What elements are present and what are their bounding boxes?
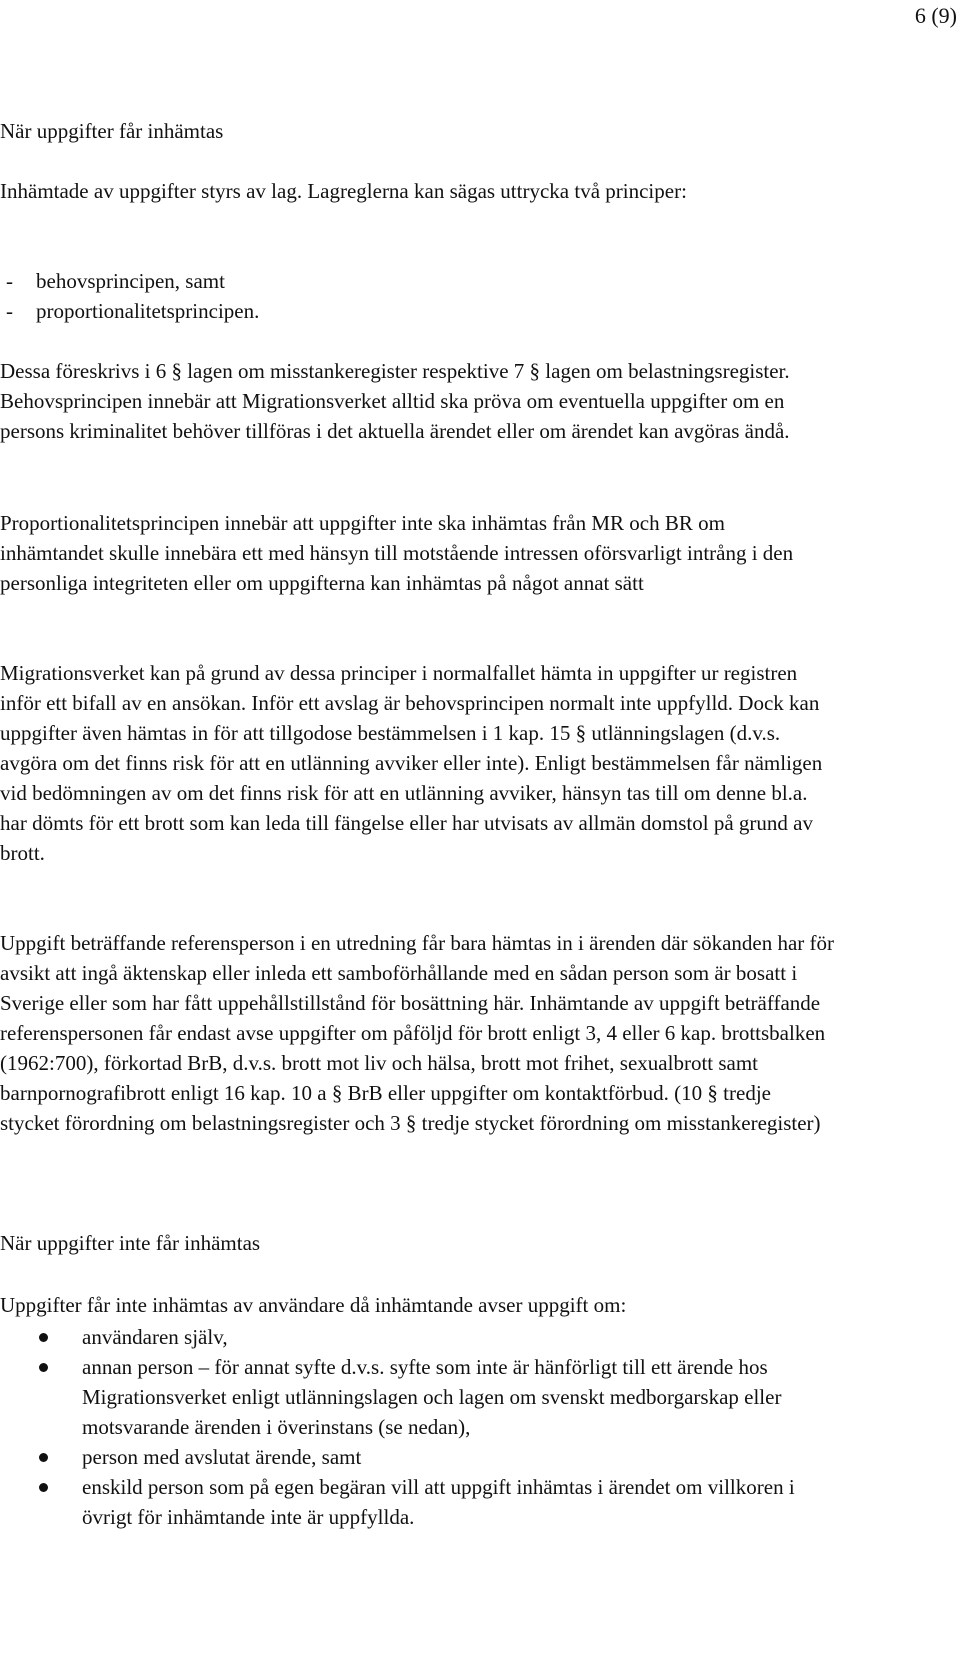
- section-heading-when-not-allowed: När uppgifter inte får inhämtas: [0, 1231, 261, 1255]
- list-item: [0, 1442, 840, 1472]
- list-item-text: användaren själv,: [82, 1325, 228, 1349]
- bullet-icon: [39, 1333, 48, 1342]
- list-item-text: proportionalitetsprincipen.: [36, 299, 260, 323]
- list-item: [0, 1352, 840, 1442]
- page-number: 6 (9): [914, 3, 957, 28]
- restrictions-intro: Uppgifter får inte inhämtas av användare då inhämtande avser uppgift om:: [0, 1293, 627, 1317]
- list-item: [0, 1322, 840, 1352]
- list-item-text: enskild person som på egen begäran vill att uppgift inhämtas i ärendet om villkoren i övrigt för inhämtande inte är uppfyllda.: [82, 1475, 795, 1529]
- paragraph-behovsprincipen: Dessa föreskrivs i 6 § lagen om misstankeregister respektive 7 § lagen om belastningsregister. Behovsprincipen innebär att Migrationsverket alltid ska pröva om eventuella uppgifter om en persons kriminalitet behöver tillföras i det aktuella ärendet eller om ärendet kan avgöras ändå.: [0, 359, 790, 443]
- list-item-text: person med avslutat ärende, samt: [82, 1445, 362, 1469]
- list-item: [0, 296, 880, 326]
- bullet-icon: [39, 1363, 48, 1372]
- principles-list: [0, 266, 880, 326]
- list-item: [0, 1472, 840, 1532]
- section-heading-when-allowed: När uppgifter får inhämtas: [0, 119, 224, 143]
- list-item: [0, 266, 880, 296]
- dash-marker: -: [6, 299, 13, 323]
- intro-paragraph: Inhämtade av uppgifter styrs av lag. Lagreglerna kan sägas uttrycka två principer:: [0, 179, 687, 203]
- list-item-text: annan person – för annat syfte d.v.s. syfte som inte är hänförligt till ett ärende hos Migrationsverket enligt utlänningslagen och lagen om svenskt medborgarskap eller motsvarande ärenden i överinstans (se nedan),: [82, 1355, 782, 1439]
- list-item-text: behovsprincipen, samt: [36, 269, 225, 293]
- bullet-icon: [39, 1483, 48, 1492]
- paragraph-referensperson: Uppgift beträffande referensperson i en utredning får bara hämtas in i ärenden där sökanden har för avsikt att ingå äktenskap eller inleda ett samboförhållande med en sådan person som är bosatt i Sverige eller som har fått uppehållstillstånd för bosättning här. Inhämtande av uppgift beträffande referenspersonen får endast avse uppgifter om påföljd för brott enligt 3, 4 eller 6 kap. brottsbalken (1962:700), förkortad BrB, d.v.s. brott mot liv och hälsa, brott mot frihet, sexualbrott samt barnpornografibrott enligt 16 kap. 10 a § BrB eller uppgifter om kontaktförbud. (10 § tredje stycket förordning om belastningsregister och 3 § tredje stycket förordning om misstankeregister): [0, 931, 835, 1135]
- paragraph-migrationsverket: Migrationsverket kan på grund av dessa principer i normalfallet hämta in uppgifter ur registren inför ett bifall av en ansökan. Inför ett avslag är behovsprincipen normalt inte uppfylld. Dock kan uppgifter även hämtas in för att tillgodose bestämmelsen i 1 kap. 15 § utlänningslagen (d.v.s. avgöra om det finns risk för att en utlänning avviker eller inte). Enligt bestämmelsen får nämligen vid bedömningen av om det finns risk för att en utlänning avviker, hänsyn tas till om denne bl.a. har dömts för ett brott som kan leda till fängelse eller har utvisats av allmän domstol på grund av brott.: [0, 661, 823, 865]
- bullet-icon: [39, 1453, 48, 1462]
- restrictions-list: [0, 1322, 840, 1532]
- paragraph-proportionalitetsprincipen: Proportionalitetsprincipen innebär att uppgifter inte ska inhämtas från MR och BR om inhämtandet skulle innebära ett med hänsyn till motstående intressen oförsvarligt intrång i den personliga integriteten eller om uppgifterna kan inhämtas på något annat sätt: [0, 511, 794, 595]
- dash-marker: -: [6, 269, 13, 293]
